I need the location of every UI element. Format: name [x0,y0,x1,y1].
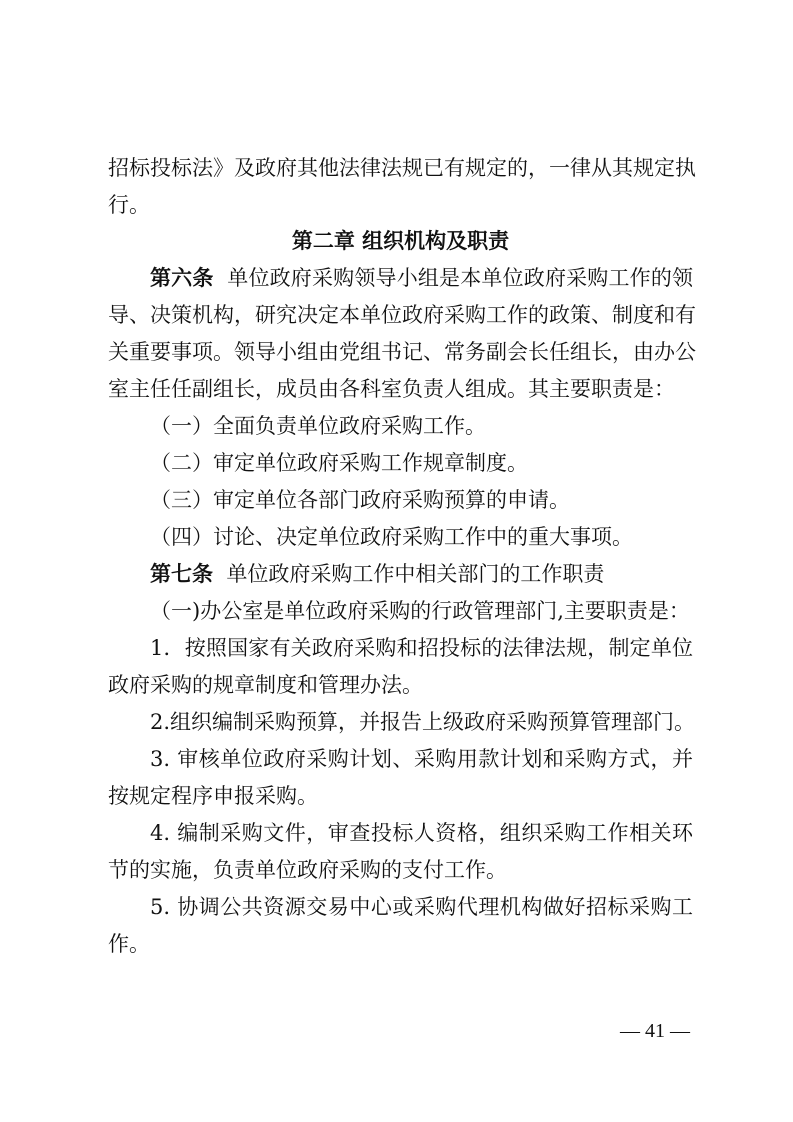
article-7-heading: 第七条 [150,562,213,586]
text-line: 关重要事项。领导小组由党组书记、常务副会长任组长，由办公 [108,340,696,364]
article-6-text: 单位政府采购领导小组是本单位政府采购工作的领 [227,266,694,290]
text-line: 5. 协调公共资源交易中心或采购代理机构做好招标采购工 [150,895,693,919]
text-line: 2.组织编制采购预算，并报告上级政府采购预算管理部门。 [150,710,696,734]
article-7-line [150,559,693,589]
article-6-line [150,263,693,293]
text-line: 行。 [108,193,150,217]
page-number: — 41 — [620,1020,690,1042]
list-item: （二）审定单位政府采购工作规章制度。 [150,451,528,475]
text-line: 4. 编制采购文件，审查投标人资格，组织采购工作相关环 [150,821,693,845]
chapter-title: 第二章 组织机构及职责 [291,229,510,253]
text-line: 招标投标法》及政府其他法律法规已有规定的，一律从其规定执 [108,156,696,180]
text-line: （一)办公室是单位政府采购的行政管理部门,主要职责是： [150,599,690,623]
text-line: 作。 [108,932,150,956]
text-line: 导、决策机构，研究决定本单位政府采购工作的政策、制度和有 [108,303,696,327]
list-item: （四）讨论、决定单位政府采购工作中的重大事项。 [150,525,633,549]
text-line: 按规定程序申报采购。 [108,784,318,808]
text-line: 政府采购的规章制度和管理办法。 [108,673,423,697]
text-line: 室主任任副组长，成员由各科室负责人组成。其主要职责是： [108,377,675,401]
text-line: 3. 审核单位政府采购计划、采购用款计划和采购方式，并 [150,747,693,771]
text-line: 1．按照国家有关政府采购和招投标的法律法规，制定单位 [150,636,693,660]
article-6-heading: 第六条 [150,266,214,290]
list-item: （三）审定单位各部门政府采购预算的申请。 [150,488,570,512]
text-line: 节的实施，负责单位政府采购的支付工作。 [108,858,507,882]
article-7-text: 单位政府采购工作中相关部门的工作职责 [226,562,605,586]
list-item: （一）全面负责单位政府采购工作。 [150,414,486,438]
